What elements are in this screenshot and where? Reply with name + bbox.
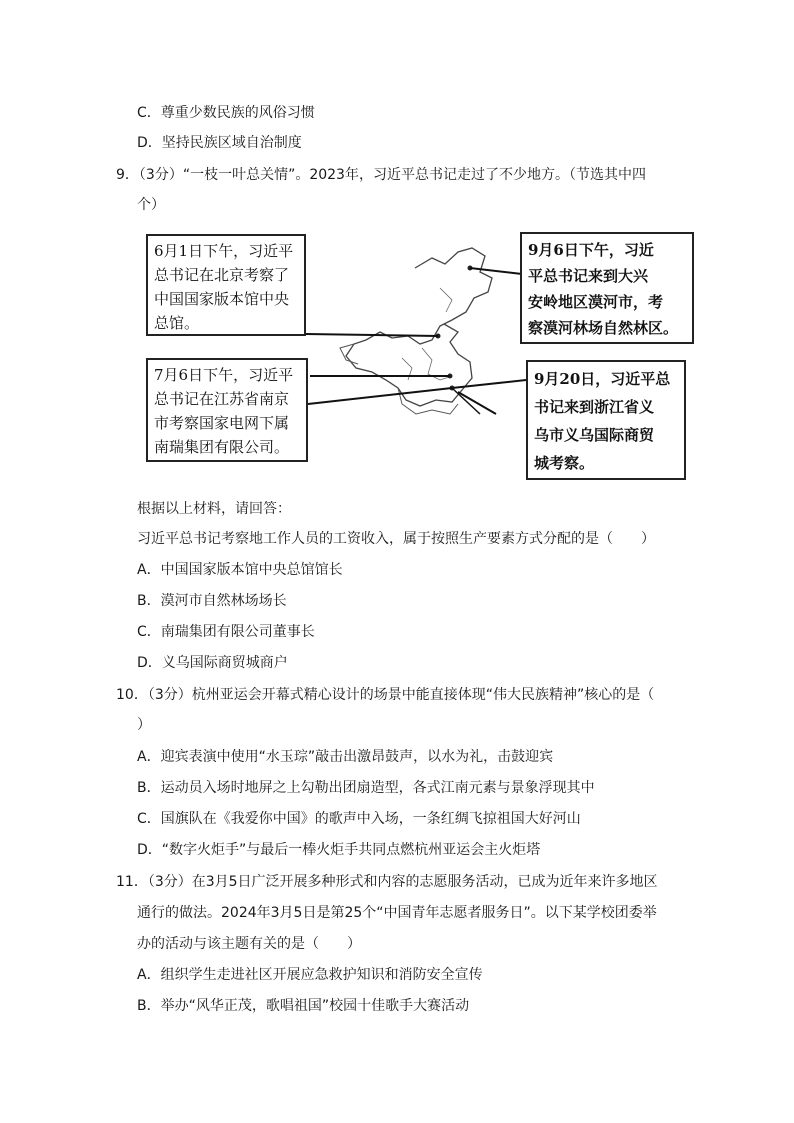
callout-line: 总书记在江苏省南京: [154, 390, 290, 408]
question-9-option-a: A．中国国家版本馆中央总馆馆长: [137, 562, 343, 578]
question-10-stem-cont: ）: [137, 717, 151, 733]
question-10-option-d: D．“数字火炬手”与最后一棒火炬手共同点燃杭州亚运会主火炬塔: [137, 842, 541, 858]
question-10-stem: 10．（3分）杭州亚运会开幕式精心设计的场景中能直接体现“伟大民族精神”核心的是（: [116, 687, 655, 703]
callout-nanjing: [146, 358, 308, 462]
callout-line: 总书记在北京考察了: [154, 266, 290, 284]
question-11-stem-cont2: 办的活动与该主题有关的是（ ）: [137, 936, 361, 952]
callout-line: 6月1日下午，习近平: [154, 242, 294, 260]
callout-line: 中国国家版本馆中央: [154, 290, 290, 308]
question-9-option-d: D．义乌国际商贸城商户: [137, 655, 288, 671]
callout-line: 9月6日下午，习近: [528, 241, 654, 259]
question-9-prompt: 习近平总书记考察地工作人员的工资收入，属于按照生产要素方式分配的是（ ）: [137, 531, 655, 547]
question-11-stem-cont: 通行的做法。2024年3月5日是第25个“中国青年志愿者服务日”。以下某学校团委举: [137, 905, 657, 921]
callout-line: 乌市义乌国际商贸: [534, 426, 655, 444]
callout-line: 总馆。: [154, 314, 200, 332]
callout-beijing: [146, 234, 306, 336]
callout-line: 平总书记来到大兴: [528, 267, 649, 285]
question-9-option-c: C．南瑞集团有限公司董事长: [137, 624, 315, 640]
question-11-stem: 11．（3分）在3月5日广泛开展多种形式和内容的志愿服务活动，已成为近年来许多地区: [116, 874, 658, 890]
question-9-intro: 根据以上材料，请回答：: [137, 501, 291, 517]
question-9-stem: 9．（3分）“一枝一叶总关情”。2023年，习近平总书记走过了不少地方。（节选其中四: [116, 167, 646, 183]
callout-line: 书记来到浙江省义: [534, 398, 655, 416]
question-10-option-c: C．国旗队在《我爱你中国》的歌声中入场，一条红绸飞掠祖国大好河山: [137, 811, 581, 827]
callout-line: 9月20日，习近平总: [534, 370, 671, 388]
callout-line: 7月6日下午，习近平: [154, 366, 294, 384]
callout-line: 南瑞集团有限公司。: [154, 438, 290, 456]
callout-line: 察漠河林场自然林区。: [528, 319, 679, 337]
question-9-option-b: B．漠河市自然林场场长: [137, 593, 287, 609]
callout-line: 市考察国家电网下属: [154, 414, 290, 432]
option-d: D．坚持民族区域自治制度: [137, 135, 302, 151]
question-10-option-a: A．迎宾表演中使用“水玉琮”敲击出激昂鼓声，以水为礼，击鼓迎宾: [137, 749, 554, 765]
question-10-option-b: B．运动员入场时地屏之上勾勒出团扇造型，各式江南元素与景象浮现其中: [137, 780, 595, 796]
inspection-map-figure: [140, 228, 700, 486]
callout-line: 城考察。: [534, 454, 595, 472]
callout-line: 安岭地区漠河市，考: [528, 293, 664, 311]
question-11-option-b: B．举办“风华正茂，歌唱祖国”校园十佳歌手大赛活动: [137, 998, 470, 1014]
callout-mohe: [520, 232, 694, 344]
question-9-stem-cont: 个）: [137, 197, 165, 213]
callout-yiwu: [526, 360, 686, 480]
option-c: C．尊重少数民族的风俗习惯: [137, 105, 315, 121]
question-11-option-a: A．组织学生走进社区开展应急救护知识和消防安全宣传: [137, 967, 483, 983]
